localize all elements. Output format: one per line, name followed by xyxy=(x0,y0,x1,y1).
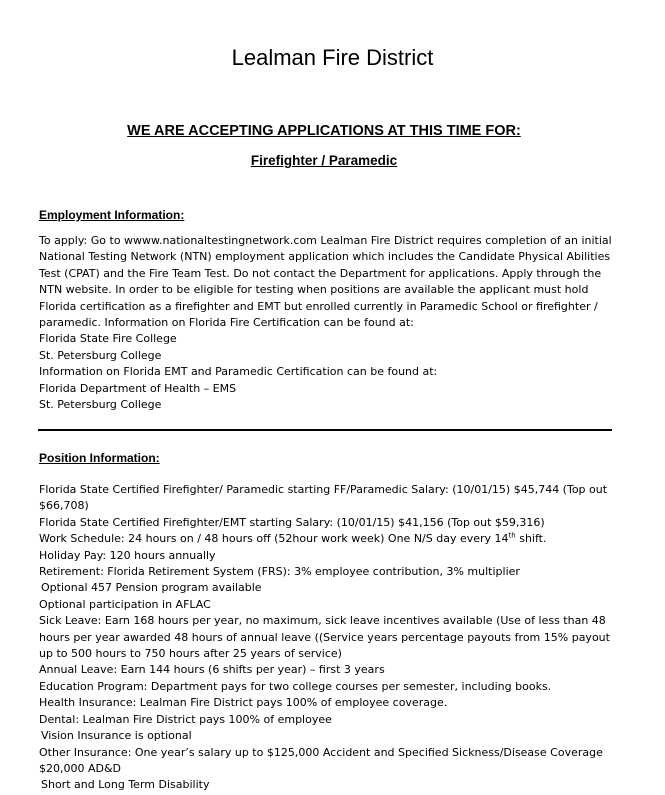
position-information-heading: Position Information: xyxy=(39,451,160,465)
document-title: Lealman Fire District xyxy=(231,45,434,70)
ems-cert-source-2: St. Petersburg College xyxy=(39,398,162,412)
annual-leave: Annual Leave: Earn 144 hours (6 shifts per year) – first 3 years xyxy=(39,663,385,677)
vision-insurance: Vision Insurance is optional xyxy=(41,729,192,743)
ff-paramedic-salary: Florida State Certified Firefighter/ Paramedic starting FF/Paramedic Salary: (10/01/15) $45,744 (Top out $66,708) xyxy=(39,483,608,513)
education-program: Education Program: Department pays for two college courses per semester, including books. xyxy=(39,679,552,693)
retirement: Retirement: Florida Retirement System (FRS): 3% employee contribution, 3% multiplier xyxy=(39,565,520,579)
fire-cert-source-2: St. Petersburg College xyxy=(39,348,162,362)
dental-coverage: Dental: Lealman Fire District pays 100% of employee xyxy=(39,712,332,726)
section-divider xyxy=(38,429,612,431)
health-insurance: Health Insurance: Lealman Fire District pays 100% of employee coverage. xyxy=(39,696,448,710)
pension-program: Optional 457 Pension program available xyxy=(41,581,262,595)
disability-coverage: Short and Long Term Disability xyxy=(41,778,210,792)
work-schedule: Work Schedule: 24 hours on / 48 hours off (52hour work week) One N/S day every 14th shift. xyxy=(39,531,547,546)
sick-leave: Sick Leave: Earn 168 hours per year, no maximum, sick leave incentives available (Use of less than 48 hours per year awarded 48 hours of annual leave ((Service years percentage payouts from 15% payout up to 500 hours to 750 hours after 25 years of service) xyxy=(39,614,610,661)
aflac-participation: Optional participation in AFLAC xyxy=(39,597,211,611)
application-instructions: To apply: Go to wwww.nationaltestingnetwork.com Lealman Fire District requires completion of an initial National Testing Network (NTN) employment application which includes the Candidate Physical Abilities Test (CPAT) and the Fire Team Test. Do not contact the Department for applications. Apply through the NTN website. In order to be eligible for testing when positions are available the applicant must hold Florida certification as a firefighter and EMT but enrolled currently in Paramedic School or firefighter / paramedic. Information on Florida Fire Certification can be found at: xyxy=(39,234,612,330)
position-title: Firefighter / Paramedic xyxy=(250,153,398,168)
ff-emt-salary: Florida State Certified Firefighter/EMT starting Salary: (10/01/15) $41,156 (Top out $59,316) xyxy=(39,515,545,529)
position-information-body xyxy=(39,482,614,794)
employment-information-heading: Employment Information: xyxy=(39,208,185,222)
ems-cert-source-1: Florida Department of Health – EMS xyxy=(39,381,237,395)
accepting-applications-heading: WE ARE ACCEPTING APPLICATIONS AT THIS TIME FOR: xyxy=(127,123,521,139)
fire-cert-source-1: Florida State Fire College xyxy=(39,332,177,346)
ems-cert-intro: Information on Florida EMT and Paramedic Certification can be found at: xyxy=(39,365,438,379)
other-insurance: Other Insurance: One year’s salary up to $125,000 Accident and Specified Sickness/Disease Coverage $20,000 AD&D xyxy=(39,745,603,775)
holiday-pay: Holiday Pay: 120 hours annually xyxy=(39,548,216,562)
employment-information-body xyxy=(39,233,614,413)
